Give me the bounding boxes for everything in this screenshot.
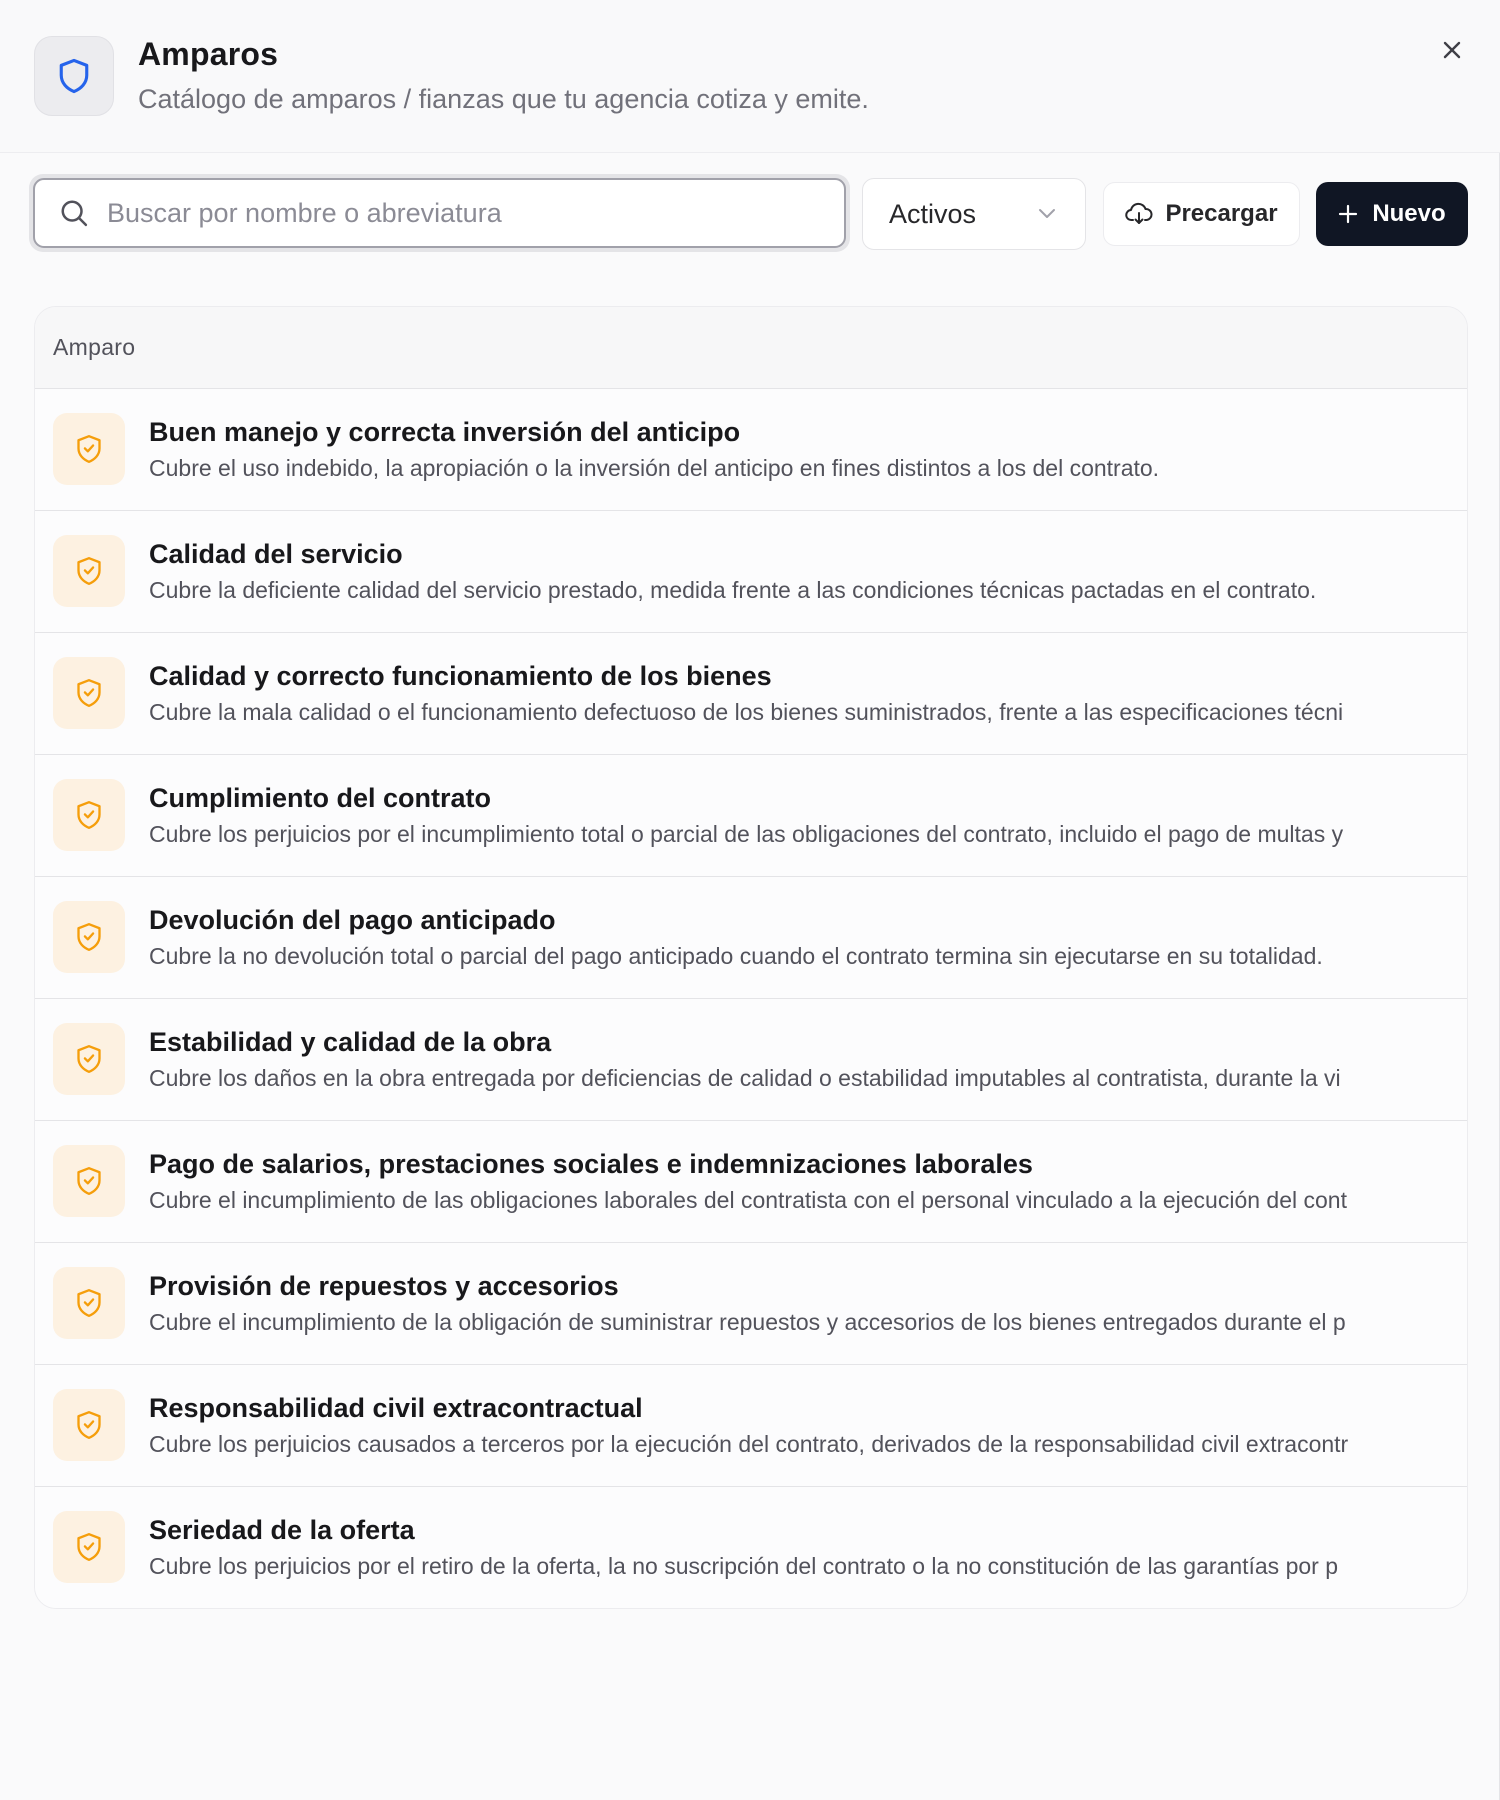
row-title: Seriedad de la oferta	[149, 1515, 415, 1545]
row-title: Calidad del servicio	[149, 539, 403, 569]
page-title: Amparos	[138, 36, 279, 72]
row-description: Cubre los perjuicios por el incumplimiento total o parcial de las obligaciones del contrato, incluido el pago de multas y	[149, 821, 1344, 847]
shield-check-icon	[53, 901, 125, 973]
page-subtitle: Catálogo de amparos / fianzas que tu agencia cotiza y emite.	[138, 84, 869, 114]
table-row[interactable]	[35, 999, 1467, 1121]
cloud-download-icon	[1125, 202, 1153, 226]
shield-check-icon	[53, 413, 125, 485]
row-description: Cubre la deficiente calidad del servicio prestado, medida frente a las condiciones técnicas pactadas en el contrato.	[149, 577, 1317, 603]
shield-check-icon	[53, 657, 125, 729]
table-header	[35, 307, 1467, 389]
table-row[interactable]	[35, 633, 1467, 755]
plus-icon	[1338, 204, 1358, 224]
row-description: Cubre la no devolución total o parcial del pago anticipado cuando el contrato termina sin ejecutarse en su totalidad.	[149, 943, 1323, 969]
amparos-table	[34, 306, 1468, 1609]
row-title: Pago de salarios, prestaciones sociales e indemnizaciones laborales	[149, 1149, 1033, 1179]
shield-check-icon	[53, 1023, 125, 1095]
search-field	[29, 174, 850, 252]
table-row[interactable]	[35, 1243, 1467, 1365]
shield-check-icon	[53, 779, 125, 851]
search-input[interactable]	[107, 198, 787, 229]
status-filter-value: Activos	[889, 198, 977, 229]
row-description: Cubre los perjuicios por el retiro de la oferta, la no suscripción del contrato o la no constitución de las garantías por p	[149, 1553, 1338, 1579]
table-row[interactable]	[35, 1487, 1467, 1609]
shield-check-icon	[53, 1145, 125, 1217]
table-body	[35, 389, 1467, 1609]
search-box[interactable]	[33, 178, 846, 248]
table-row[interactable]	[35, 511, 1467, 633]
row-title: Estabilidad y calidad de la obra	[149, 1027, 552, 1057]
table-row[interactable]	[35, 1365, 1467, 1487]
row-title: Buen manejo y correcta inversión del anticipo	[149, 417, 741, 447]
status-filter-select[interactable]	[862, 178, 1086, 250]
close-icon	[1442, 40, 1462, 60]
search-icon	[59, 198, 89, 228]
preload-button-label: Precargar	[1165, 200, 1278, 227]
row-description: Cubre el incumplimiento de las obligaciones laborales del contratista con el personal vinculado a la ejecución del cont	[149, 1187, 1347, 1213]
table-row[interactable]	[35, 1121, 1467, 1243]
new-button[interactable]	[1316, 182, 1468, 246]
shield-check-icon	[53, 1389, 125, 1461]
table-row[interactable]	[35, 755, 1467, 877]
row-description: Cubre los perjuicios causados a terceros por la ejecución del contrato, derivados de la responsabilidad civil extracontr	[149, 1431, 1349, 1457]
row-description: Cubre los daños en la obra entregada por deficiencias de calidad o estabilidad imputables al contratista, durante la vi	[149, 1065, 1341, 1091]
row-title: Calidad y correcto funcionamiento de los bienes	[149, 661, 772, 691]
close-button[interactable]	[1432, 30, 1472, 70]
row-title: Devolución del pago anticipado	[149, 905, 556, 935]
shield-check-icon	[53, 1267, 125, 1339]
row-title: Responsabilidad civil extracontractual	[149, 1393, 643, 1423]
column-header-amparo: Amparo	[53, 334, 136, 360]
table-row[interactable]	[35, 877, 1467, 999]
new-button-label: Nuevo	[1372, 200, 1446, 227]
chevron-down-icon	[1037, 208, 1057, 220]
row-description: Cubre el incumplimiento de la obligación de suministrar repuestos y accesorios de los bienes entregados durante el p	[149, 1309, 1346, 1335]
row-title: Cumplimiento del contrato	[149, 783, 492, 813]
row-title: Provisión de repuestos y accesorios	[149, 1271, 619, 1301]
table-row[interactable]	[35, 389, 1467, 511]
shield-check-icon	[53, 535, 125, 607]
shield-icon	[34, 36, 114, 116]
preload-button[interactable]	[1103, 182, 1300, 246]
shield-check-icon	[53, 1511, 125, 1583]
row-description: Cubre la mala calidad o el funcionamiento defectuoso de los bienes suministrados, frente a las especificaciones técni	[149, 699, 1344, 725]
row-description: Cubre el uso indebido, la apropiación o la inversión del anticipo en fines distintos a los del contrato.	[149, 455, 1160, 481]
panel-header	[0, 0, 1500, 153]
